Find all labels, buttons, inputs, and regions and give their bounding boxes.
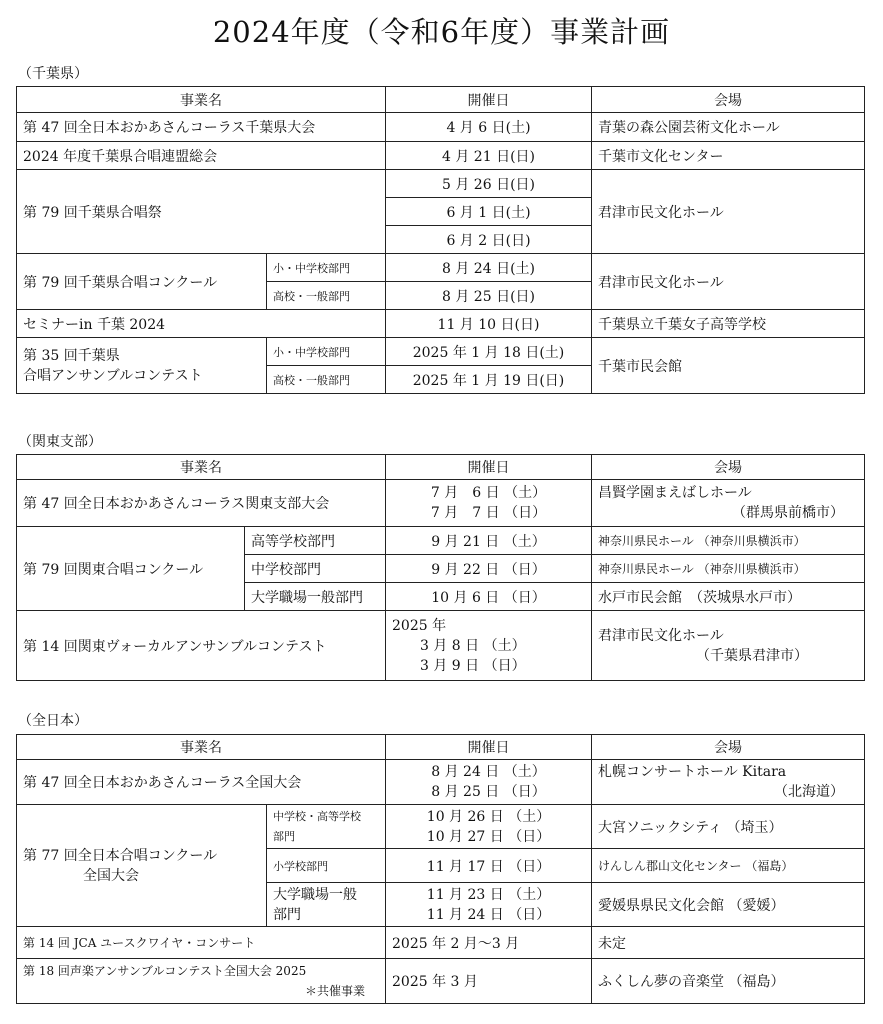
table-row bbox=[17, 927, 865, 959]
event-venue: 千葉県立千葉女子高等学校 bbox=[592, 310, 865, 338]
date-line: 10 月 27 日 （日） bbox=[426, 828, 551, 845]
division: 大学職場一般部門 bbox=[245, 583, 386, 611]
event-venue: 未定 bbox=[592, 927, 865, 959]
table-row bbox=[17, 254, 865, 282]
event-date: 9 月 21 日 （土） bbox=[386, 527, 592, 555]
header-venue: 会場 bbox=[592, 87, 865, 113]
event-name: 第 14 回 JCA ユースクワイヤ・コンサート bbox=[17, 927, 386, 959]
event-venue: 君津市民文化ホール bbox=[592, 170, 865, 254]
event-date: 2025 年 1 月 18 日(土) bbox=[386, 338, 592, 366]
event-venue: けんしん郡山文化センター （福島） bbox=[592, 849, 865, 883]
division: 小学校部門 bbox=[267, 849, 386, 883]
event-date: 10 月 6 日 （日） bbox=[386, 583, 592, 611]
event-name bbox=[17, 805, 267, 927]
division-line: 部門 bbox=[273, 829, 295, 843]
event-date bbox=[386, 760, 592, 805]
event-name: 第 79 回千葉県合唱祭 bbox=[17, 170, 386, 254]
event-date: 6 月 2 日(日) bbox=[386, 226, 592, 254]
table-row bbox=[17, 310, 865, 338]
event-name: 2024 年度千葉県合唱連盟総会 bbox=[17, 142, 386, 170]
event-name: セミナーin 千葉 2024 bbox=[17, 310, 386, 338]
table-row bbox=[17, 113, 865, 142]
division bbox=[267, 805, 386, 849]
header-event: 事業名 bbox=[17, 87, 386, 113]
date-line: 7 月 7 日 （日） bbox=[430, 505, 547, 521]
table-row bbox=[17, 805, 865, 849]
header-date: 開催日 bbox=[386, 87, 592, 113]
event-date bbox=[386, 480, 592, 527]
event-name-line: 全国大会 bbox=[83, 867, 139, 884]
event-date: 8 月 25 日(日) bbox=[386, 282, 592, 310]
section-label-kanto: （関東支部） bbox=[18, 434, 102, 450]
table-row bbox=[17, 142, 865, 170]
event-date: 5 月 26 日(日) bbox=[386, 170, 592, 198]
division-line: 部門 bbox=[273, 906, 301, 923]
event-date: 2025 年 2 月～3 月 bbox=[386, 927, 592, 959]
chiba-table bbox=[16, 86, 865, 394]
date-line: 11 月 24 日 （日） bbox=[426, 906, 551, 923]
division: 小・中学校部門 bbox=[267, 338, 386, 366]
event-name: 第 47 回全日本おかあさんコーラス千葉県大会 bbox=[17, 113, 386, 142]
page-title: 2024年度（令和6年度）事業計画 bbox=[212, 15, 671, 49]
division-line: 中学校・高等学校 bbox=[273, 809, 361, 823]
event-name bbox=[17, 338, 267, 394]
event-date: 6 月 1 日(土) bbox=[386, 198, 592, 226]
event-date: 4 月 21 日(日) bbox=[386, 142, 592, 170]
event-venue bbox=[592, 760, 865, 805]
event-date: 11 月 17 日 （日） bbox=[386, 849, 592, 883]
table-row bbox=[17, 480, 865, 527]
event-name bbox=[17, 959, 386, 1004]
event-venue: 千葉市民会館 bbox=[592, 338, 865, 394]
national-table bbox=[16, 734, 865, 1004]
event-venue: 水戸市民会館 （茨城県水戸市） bbox=[592, 583, 865, 611]
venue-line: 札幌コンサートホール Kitara bbox=[598, 764, 787, 780]
venue-line: 君津市民文化ホール bbox=[598, 627, 724, 644]
event-name: 第 14 回関東ヴォーカルアンサンブルコンテスト bbox=[17, 611, 386, 681]
event-name-line: 第 77 回全日本合唱コンクール bbox=[23, 847, 218, 864]
table-row bbox=[17, 959, 865, 1004]
event-venue: 神奈川県民ホール （神奈川県横浜市） bbox=[592, 527, 865, 555]
event-date: 4 月 6 日(土) bbox=[386, 113, 592, 142]
date-line: 3 月 9 日 （日） bbox=[420, 657, 526, 674]
division: 中学校部門 bbox=[245, 555, 386, 583]
event-date bbox=[386, 805, 592, 849]
table-row bbox=[17, 338, 865, 366]
event-venue bbox=[592, 611, 865, 681]
division: 高校・一般部門 bbox=[267, 366, 386, 394]
division: 高等学校部門 bbox=[245, 527, 386, 555]
event-venue: 千葉市文化センター bbox=[592, 142, 865, 170]
division bbox=[267, 883, 386, 927]
event-name-line: 第 35 回千葉県 bbox=[23, 347, 120, 364]
event-name-line: 第 18 回声楽アンサンブルコンテスト全国大会 2025 bbox=[23, 964, 307, 978]
event-date: 9 月 22 日 （日） bbox=[386, 555, 592, 583]
venue-line: （北海道） bbox=[774, 784, 844, 800]
venue-line: （群馬県前橋市） bbox=[732, 505, 844, 521]
event-name: 第 79 回関東合唱コンクール bbox=[17, 527, 245, 611]
event-name: 第 79 回千葉県合唱コンクール bbox=[17, 254, 267, 310]
event-name-line: 合唱アンサンブルコンテスト bbox=[23, 367, 203, 384]
header-event: 事業名 bbox=[17, 735, 386, 760]
section-label-national: （全日本） bbox=[18, 713, 88, 729]
section-label-chiba: （千葉県） bbox=[18, 66, 88, 82]
event-date: 2025 年 1 月 19 日(日) bbox=[386, 366, 592, 394]
table-row bbox=[17, 611, 865, 681]
division: 高校・一般部門 bbox=[267, 282, 386, 310]
table-row bbox=[17, 170, 865, 198]
event-name: 第 47 回全日本おかあさんコーラス全国大会 bbox=[17, 760, 386, 805]
table-row bbox=[17, 527, 865, 555]
header-date: 開催日 bbox=[386, 455, 592, 480]
event-date: 8 月 24 日(土) bbox=[386, 254, 592, 282]
date-line: 7 月 6 日 （土） bbox=[430, 485, 547, 501]
event-date: 11 月 10 日(日) bbox=[386, 310, 592, 338]
event-venue: 大宮ソニックシティ （埼玉） bbox=[592, 805, 865, 849]
date-line: 2025 年 bbox=[392, 617, 447, 634]
date-line: 10 月 26 日 （土） bbox=[426, 808, 551, 825]
event-venue: 神奈川県民ホール （神奈川県横浜市） bbox=[592, 555, 865, 583]
header-venue: 会場 bbox=[592, 735, 865, 760]
event-venue: 愛媛県県民文化会館 （愛媛） bbox=[592, 883, 865, 927]
table-row bbox=[17, 760, 865, 805]
date-line: 11 月 23 日 （土） bbox=[426, 886, 551, 903]
header-event: 事業名 bbox=[17, 455, 386, 480]
event-name-note: ＊共催事業 bbox=[304, 984, 365, 998]
venue-line: 昌賢学園まえばしホール bbox=[598, 485, 752, 501]
header-venue: 会場 bbox=[592, 455, 865, 480]
event-date bbox=[386, 883, 592, 927]
event-venue: 青葉の森公園芸術文化ホール bbox=[592, 113, 865, 142]
event-venue: ふくしん夢の音楽堂 （福島） bbox=[592, 959, 865, 1004]
event-date: 2025 年 3 月 bbox=[386, 959, 592, 1004]
division-line: 大学職場一般 bbox=[273, 886, 357, 903]
division: 小・中学校部門 bbox=[267, 254, 386, 282]
date-line: 8 月 25 日 （日） bbox=[431, 784, 546, 800]
event-date bbox=[386, 611, 592, 681]
date-line: 8 月 24 日 （土） bbox=[431, 764, 546, 780]
header-date: 開催日 bbox=[386, 735, 592, 760]
venue-line: （千葉県君津市） bbox=[696, 647, 808, 664]
date-line: 3 月 8 日 （土） bbox=[420, 637, 526, 654]
event-name: 第 47 回全日本おかあさんコーラス関東支部大会 bbox=[17, 480, 386, 527]
event-venue bbox=[592, 480, 865, 527]
event-venue: 君津市民文化ホール bbox=[592, 254, 865, 310]
kanto-table bbox=[16, 454, 865, 681]
